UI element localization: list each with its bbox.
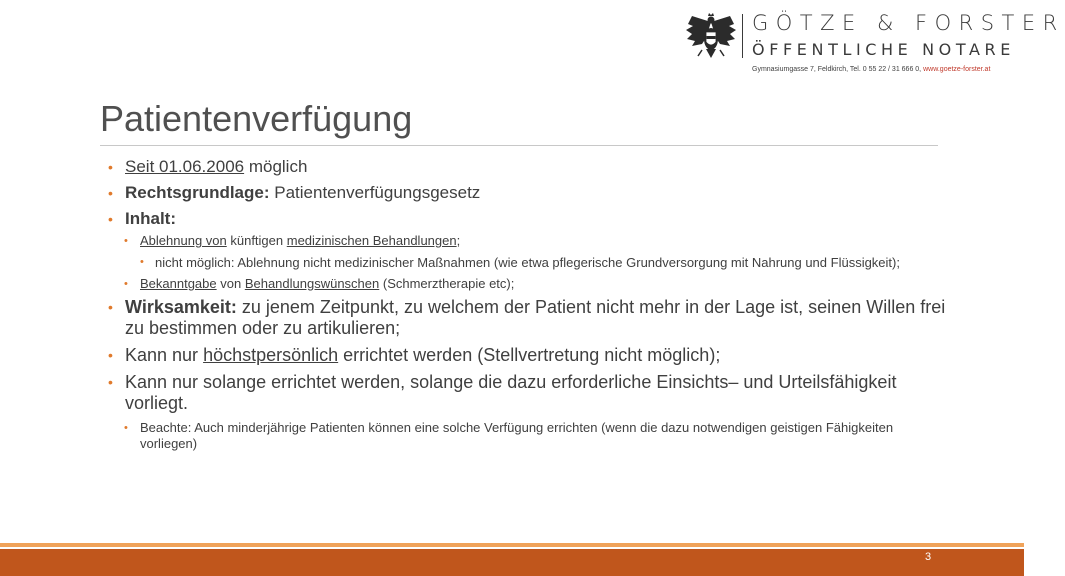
bullet-dot-icon: • [108, 159, 113, 175]
bullet-text: ; [456, 233, 461, 248]
underlined-text: Behandlungswünschen [244, 276, 380, 291]
bullet-text: errichtet werden (Stellvertretung nicht möglich); [338, 345, 721, 365]
sub-sub-bullet-nicht-moeglich [108, 255, 948, 270]
footer-bar [0, 549, 1024, 576]
bullet-text: zu jenem Zeitpunkt, zu welchem der Patient nicht mehr in der Lage ist, seinen Willen frei zu bestimmen oder zu artikulieren; [125, 297, 946, 338]
underlined-text: Bekanntgabe [140, 276, 217, 291]
bullet-text: künftigen [226, 233, 287, 248]
website-link[interactable]: www.goetze-forster.at [923, 66, 991, 73]
bullet-dot-icon: • [108, 185, 113, 201]
bullet-text: (Schmerztherapie etc); [379, 276, 515, 291]
bullet-text: von [216, 276, 245, 291]
bullet-label: Inhalt: [125, 209, 176, 228]
bullet-dot-icon: • [140, 256, 144, 268]
address-text: Gymnasiumgasse 7, Feldkirch, Tel. 0 55 22 / 31 666 0, [752, 66, 924, 73]
bullet-text: Kann nur solange errichtet werden, solange die dazu erforderliche Einsichts– und Urteilsfähigkeit vorliegt. [125, 372, 897, 413]
underlined-text: höchstpersönlich [203, 345, 339, 365]
bullet-hoechstpersoenlich [108, 345, 948, 366]
bullet-text: Beachte: Auch minderjährige Patienten können eine solche Verfügung errichten (wenn die dazu notwendigen geistigen Fähigkeiten vorliegen) [140, 420, 894, 451]
bullet-seit [108, 157, 948, 177]
bullet-dot-icon: • [108, 299, 113, 315]
bullet-dot-icon: • [108, 347, 113, 363]
bullet-label: Rechtsgrundlage: [125, 183, 270, 202]
bullet-label: Wirksamkeit: [125, 297, 237, 317]
austrian-eagle-icon [684, 12, 738, 62]
bullet-text: nicht möglich: Ablehnung nicht medizinischer Maßnahmen (wie etwa pflegerische Grundversorgung mit Nahrung und Flüssigkeit); [155, 255, 900, 270]
slide-title: Patientenverfügung [100, 98, 413, 139]
bullet-dot-icon: • [108, 211, 113, 227]
bullet-text: möglich [244, 157, 308, 176]
title-underline [100, 145, 938, 146]
sub-bullet-beachte [108, 420, 948, 452]
bullet-dot-icon: • [124, 422, 128, 434]
page-number: 3 [925, 551, 932, 563]
sub-bullet-bekanntgabe [108, 276, 948, 292]
address-line [752, 66, 990, 73]
bullet-text: Kann nur [125, 345, 204, 365]
bullet-dot-icon: • [124, 235, 128, 247]
footer-accent-stripe [0, 543, 1024, 547]
brand-name: GÖTZE & FORSTER [752, 11, 1065, 35]
underlined-text: Ablehnung von [140, 233, 227, 248]
bullet-list [108, 157, 948, 458]
bullet-text: Patientenverfügungsgesetz [269, 183, 481, 202]
logo-divider [742, 14, 743, 58]
bullet-dot-icon: • [108, 374, 113, 390]
bullet-inhalt [108, 209, 948, 229]
bullet-dot-icon: • [124, 278, 128, 290]
sub-bullet-ablehnung [108, 233, 948, 249]
underlined-text: medizinischen Behandlungen [286, 233, 457, 248]
brand-subtitle: ÖFFENTLICHE NOTARE [752, 40, 1015, 59]
bullet-rechtsgrundlage [108, 183, 948, 203]
date-text: Seit 01.06.2006 [125, 157, 245, 176]
bullet-wirksamkeit [108, 297, 948, 339]
bullet-einsichtsfaehigkeit [108, 372, 948, 414]
